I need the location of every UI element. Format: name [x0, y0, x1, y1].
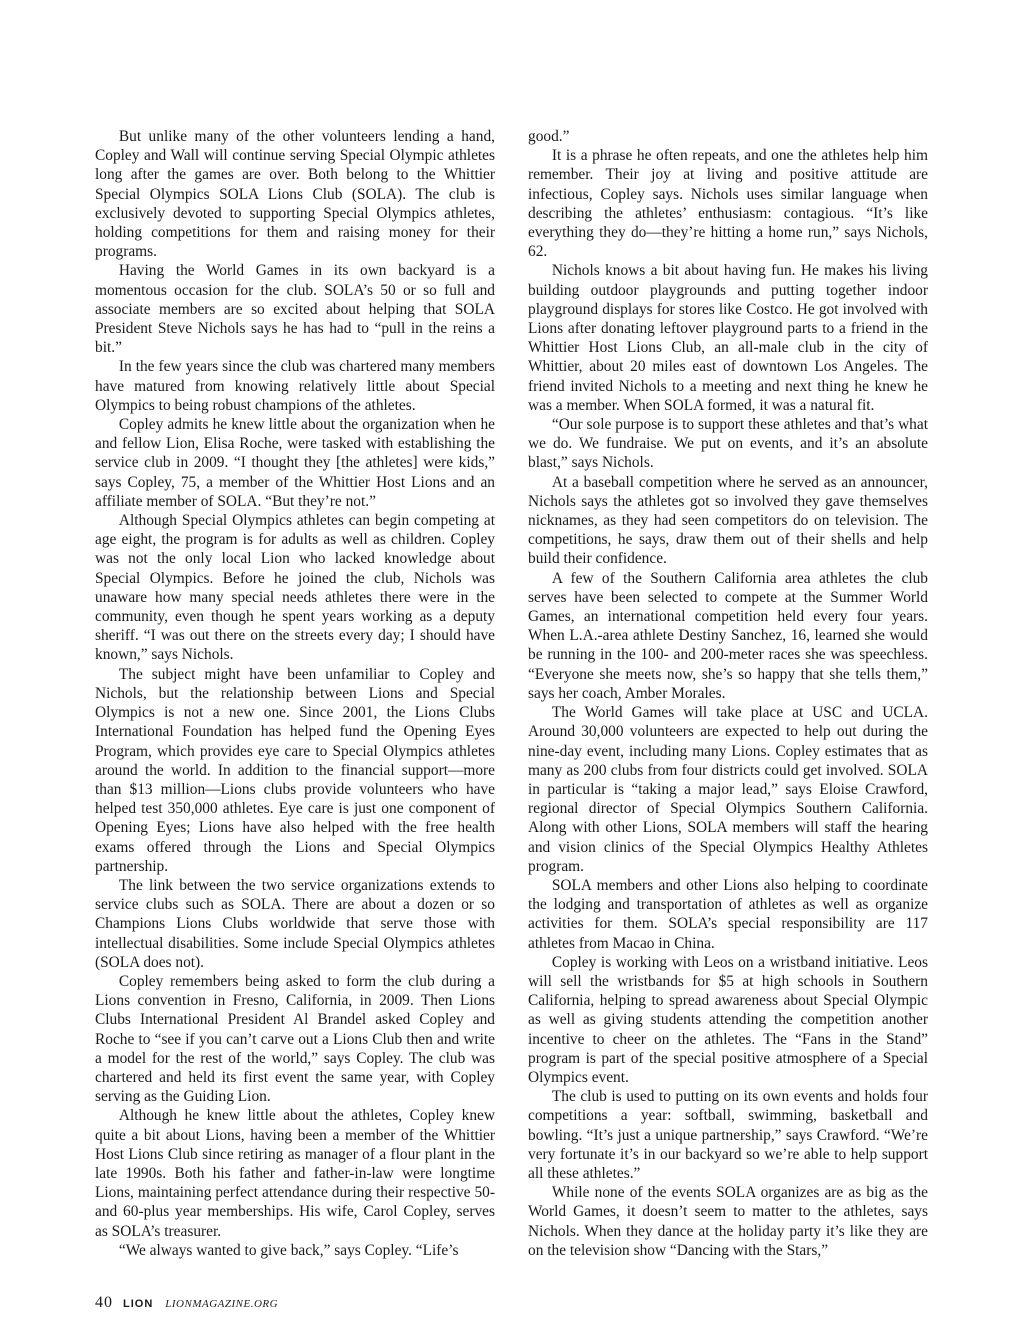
paragraph: Copley admits he knew little about the organization when he and fellow Lion, Elisa Roche, were tasked with establishing the service club in 2009. “I thought they [the athletes] were kids,” says Copley, 75, a member of the Whittier Host Lions and an affiliate member of SOLA. “But they’re not.”: [95, 416, 495, 510]
paragraph: “We always wanted to give back,” says Copley. “Life’s: [118, 1241, 459, 1259]
left-column: [95, 127, 495, 1260]
paragraph: “Our sole purpose is to support these athletes and that’s what we do. We fundraise. We put on events, and it’s an absolute blast,” says Nichols.: [528, 416, 928, 472]
paragraph: Although Special Olympics athletes can begin competing at age eight, the program is for adults as well as children. Copley was not the only local Lion who lacked knowledge about Special Olympics. Before he joined the club, Nichols was unaware how many special needs athletes there were in the community, even though he spent years working as a deputy sheriff. “I was out there on the streets every day; I should have known,” says Nichols.: [95, 512, 495, 664]
paragraph: In the few years since the club was chartered many members have matured from knowing relatively little about Special Olympics to being robust champions of the athletes.: [95, 358, 495, 414]
paragraph: The club is used to putting on its own events and holds four competitions a year: softball, swimming, basketball and bowling. “It’s just a unique partnership,” says Crawford. “We’re very fortunate it’s in our backyard so we’re able to help support all these athletes.”: [528, 1088, 928, 1182]
paragraph: Having the World Games in its own backyard is a momentous occasion for the club. SOLA’s 50 or so full and associate members are so excited about helping that SOLA President Steve Nichols says he has had to “pull in the reins a bit.”: [95, 262, 495, 357]
paragraph: Nichols knows a bit about having fun. He makes his living building outdoor playgrounds and putting together indoor playground displays for stores like Costco. He got involved with Lions after donating leftover playground parts to a friend in the Whittier Host Lions Club, an all-male club in the city of Whittier, about 20 miles east of downtown Los Angeles. The friend invited Nichols to a meeting and next thing he knew he was a member. When SOLA formed, it was a natural fit.: [528, 262, 928, 414]
paragraph: A few of the Southern California area athletes the club serves have been selected to compete at the Summer World Games, an international competition held every four years. When L.A.-area athlete Destiny Sanchez, 16, learned she would be running in the 100- and 200-meter races she was speechless. “Everyone she meets now, she’s so happy that she tells them,” says her coach, Amber Morales.: [528, 569, 928, 702]
paragraph: It is a phrase he often repeats, and one the athletes help him remember. Their joy at living and positive attitude are infectious, Copley says. Nichols uses similar language when describing the athletes’ enthusiasm: contagious. “It’s like everything they do—they’re hitting a home run,” says Nichols, 62.: [528, 147, 928, 261]
paragraph: SOLA members and other Lions also helping to coordinate the lodging and transportation of athletes as well as organize activities for them. SOLA’s special responsibility are 117 athletes from Macao in China.: [528, 876, 928, 952]
page-footer: [95, 1294, 278, 1312]
paragraph: The subject might have been unfamiliar to Copley and Nichols, but the relationship between Lions and Special Olympics is not a new one. Since 2001, the Lions Clubs International Foundation has helped fund the Opening Eyes Program, which provides eye care to Special Olympics athletes around the world. In addition to the financial support—more than $13 million—Lions clubs provide volunteers who have helped test 350,000 athletes. Eye care is just one component of Opening Eyes; Lions have also helped with the free health exams offered through the Lions and Special Olympics partnership.: [95, 665, 495, 875]
right-column: [528, 127, 928, 1260]
paragraph: But unlike many of the other volunteers lending a hand, Copley and Wall will continue serving Special Olympic athletes long after the games are over. Both belong to the Whittier Special Olympics SOLA Lions Club (SOLA). The club is exclusively devoted to supporting Special Olympics athletes, holding competitions for them and raising money for their programs.: [95, 128, 495, 261]
paragraph: The World Games will take place at USC and UCLA. Around 30,000 volunteers are expected to help out during the nine-day event, including many Lions. Copley estimates that as many as 200 clubs from four districts could get involved. SOLA in particular is “taking a major lead,” says Eloise Crawford, regional director of Special Olympics Southern California. Along with other Lions, SOLA members will staff the hearing and vision clinics of the Special Olympics Healthy Athletes program.: [528, 704, 928, 875]
magazine-name: LION: [123, 1298, 154, 1310]
website-link[interactable]: LIONMAGAZINE.ORG: [165, 1298, 279, 1310]
paragraph: Although he knew little about the athletes, Copley knew quite a bit about Lions, having been a member of the Whittier Host Lions Club since retiring as manager of a flour plant in the late 1990s. Both his father and father-in-law were longtime Lions, maintaining perfect attendance during their respective 50- and 60-plus year memberships. His wife, Carol Copley, serves as SOLA’s treasurer.: [95, 1107, 495, 1240]
page-number: 40: [95, 1294, 113, 1311]
paragraph: Copley remembers being asked to form the club during a Lions convention in Fresno, California, in 2009. Then Lions Clubs International President Al Brandel asked Copley and Roche to “see if you can’t carve out a Lions Club then and write a model for the rest of the world,” says Copley. The club was chartered and held its first event the same year, with Copley serving as the Guiding Lion.: [95, 972, 495, 1106]
paragraph: While none of the events SOLA organizes are as big as the World Games, it doesn’t seem to matter to the athletes, says Nichols. When they dance at the holiday party it’s like they are on the television show “Dancing with the Stars,”: [528, 1184, 928, 1259]
paragraph: Copley is working with Leos on a wristband initiative. Leos will sell the wristbands for $5 at high schools in Southern California, helping to spread awareness about Special Olympic as well as giving students attending the competition another incentive to cheer on the athletes. The “Fans in the Stand” program is part of the special positive atmosphere of a Special Olympics event.: [528, 953, 928, 1086]
paragraph: At a baseball competition where he served as an announcer, Nichols says the athletes got so involved they gave themselves nicknames, as they had seen competitors do on television. The competitions, he says, draw them out of their shells and help build their confidence.: [528, 473, 928, 568]
paragraph: The link between the two service organizations extends to service clubs such as SOLA. There are about a dozen or so Champions Lions Clubs worldwide that serve those with intellectual disabilities. Some include Special Olympics athletes (SOLA does not).: [95, 876, 495, 971]
paragraph-continuation: good.”: [528, 128, 570, 145]
